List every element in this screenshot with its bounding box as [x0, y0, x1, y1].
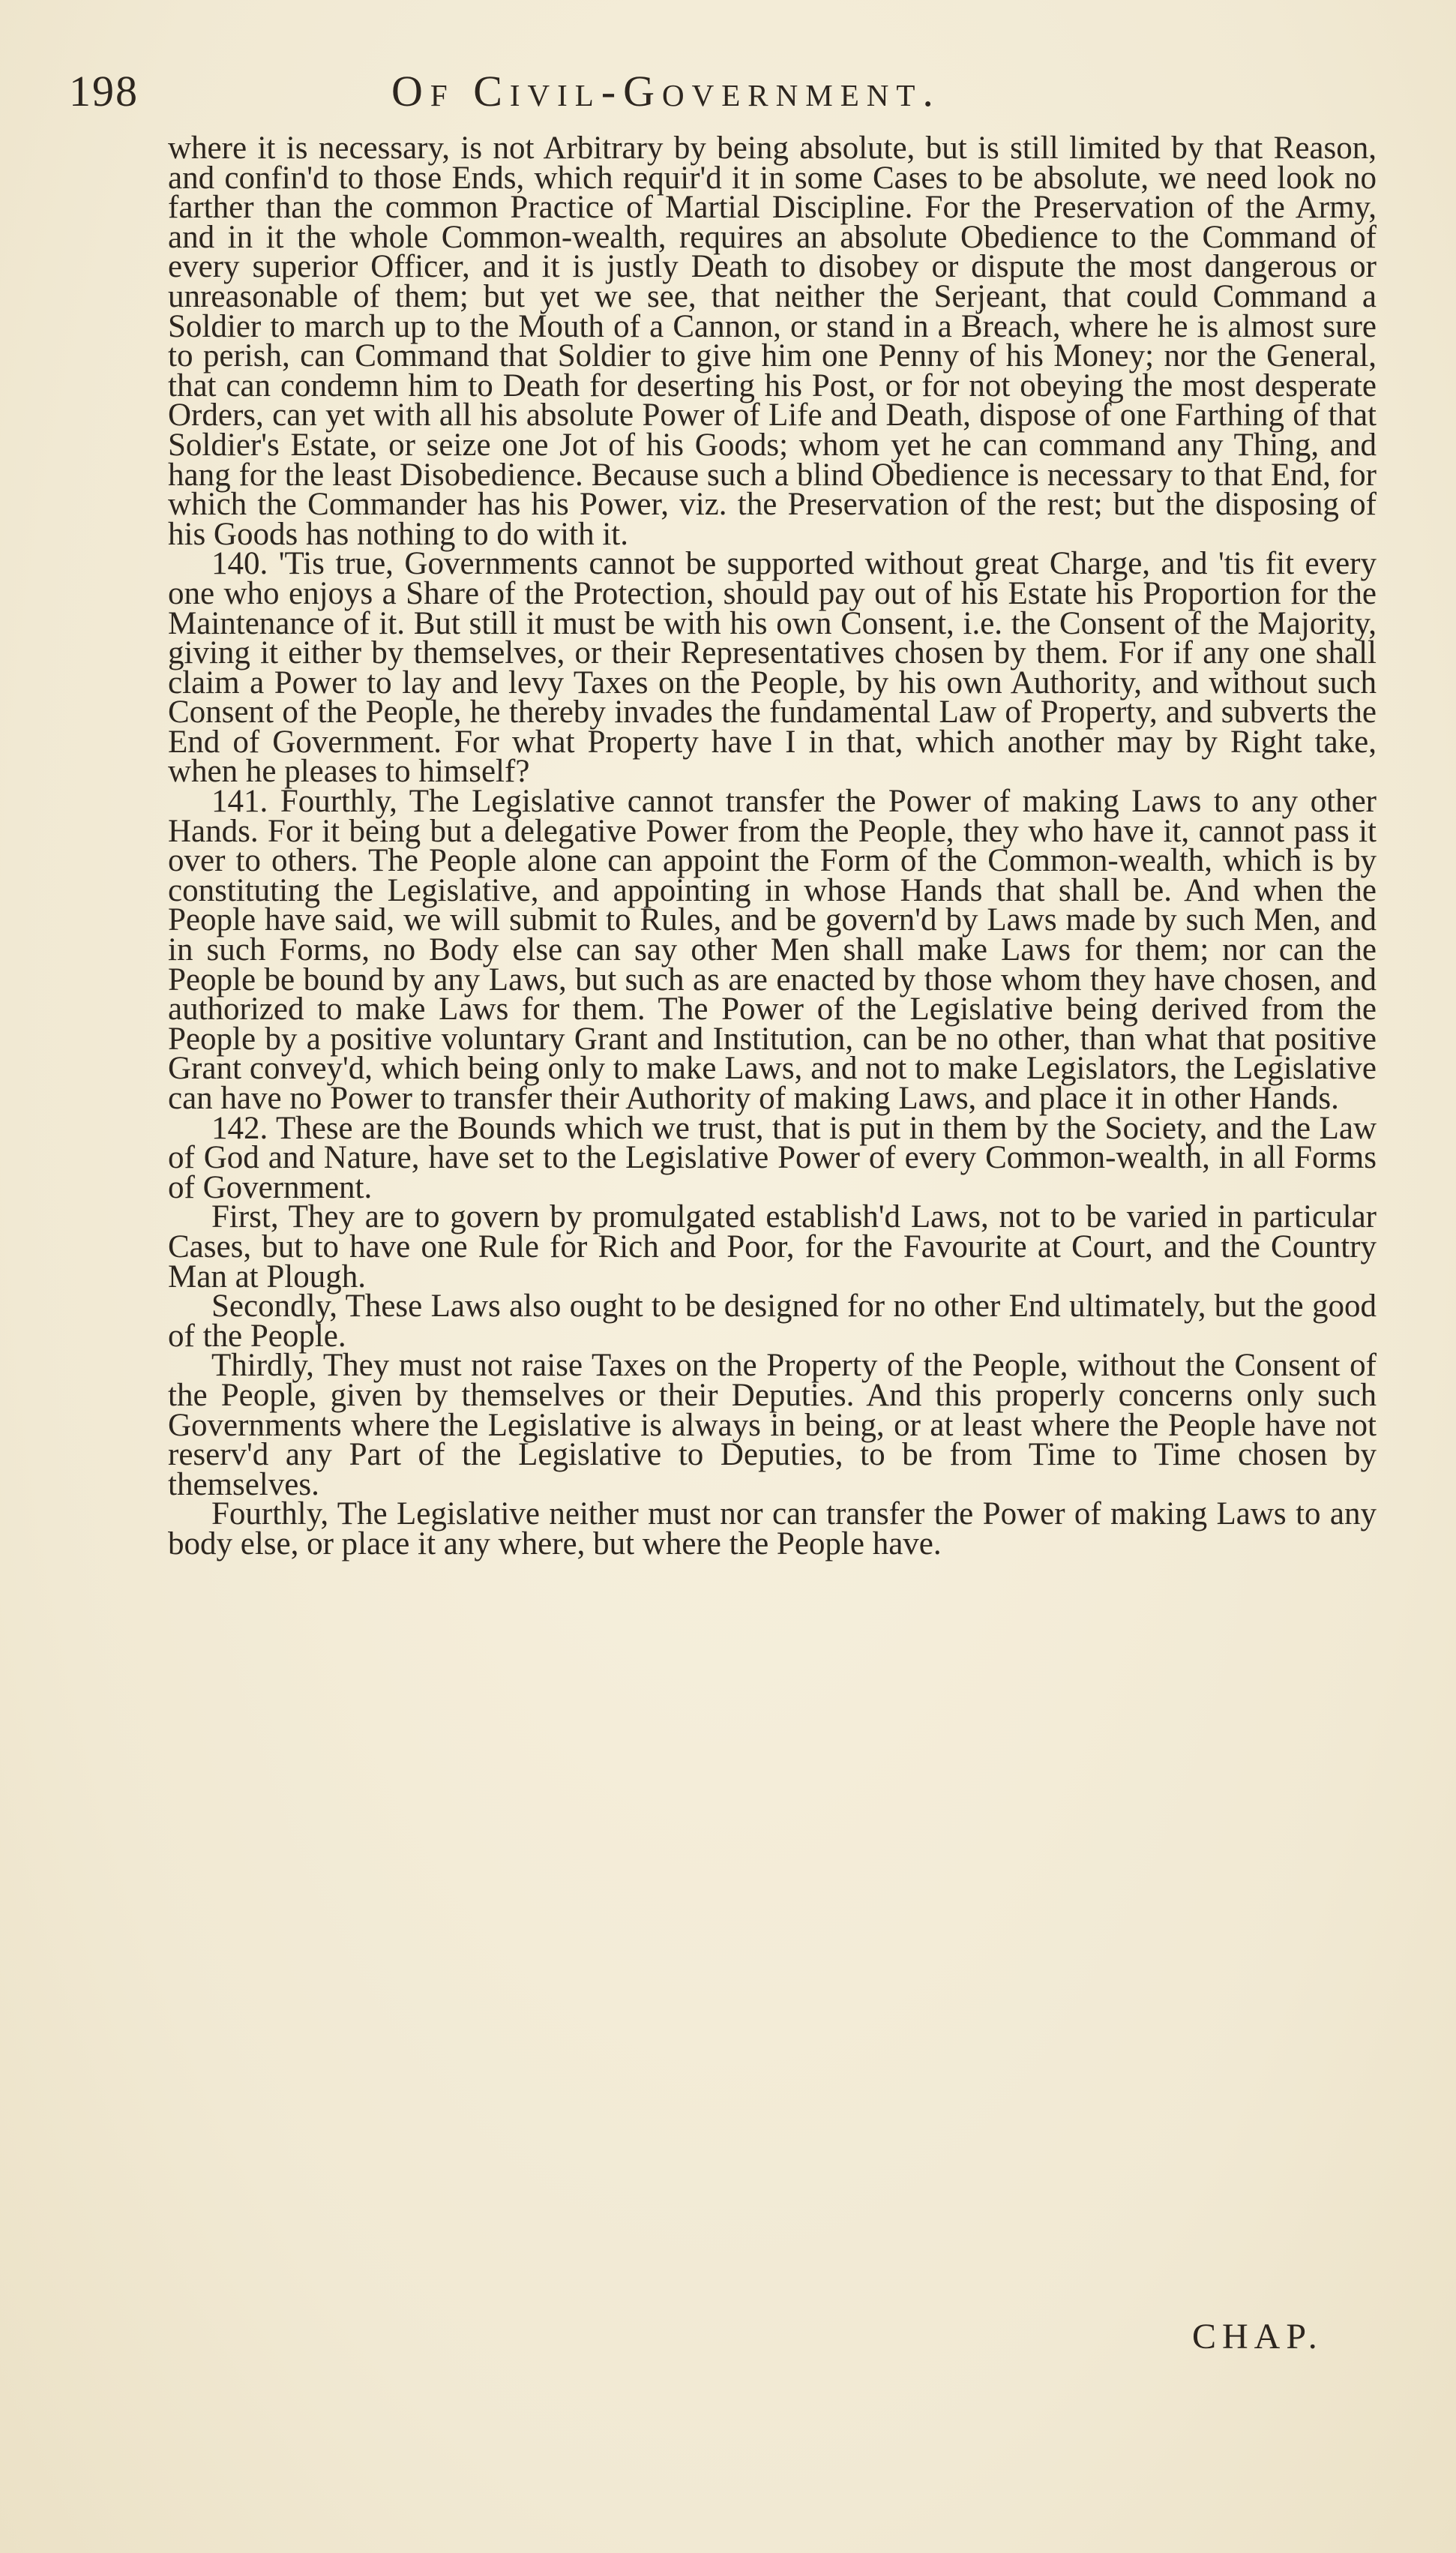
paragraph-fourthly: Fourthly, The Legislative neither must nor can transfer the Power of making Laws to any body else, or place it any where, but where the People have. — [168, 1496, 1377, 1562]
paragraph-continuation: where it is necessary, is not Arbitrary by being absolute, but is still limited by that Reason, and confin'd to those Ends, which requir'd it in some Cases to be absolute, we need look no farther than the common Practice of Martial Discipline. For the Preservation of the Army, and in it the whole Common-wealth, requires an absolute Obedience to the Command of every superior Officer, and it is justly Death to disobey or dispute the most dangerous or unreasonable of them; but yet we see, that neither the Serjeant, that could Command a Soldier to march up to the Mouth of a Cannon, or stand in a Breach, where he is almost sure to perish, can Command that Soldier to give him one Penny of his Money; nor the General, that can condemn him to Death for deserting his Post, or for not obeying the most desperate Orders, can yet with all his absolute Power of Life and Death, dispose of one Farthing of that Soldier's Estate, or seize one Jot of his Goods; whom yet he can command any Thing, and hang for the least Disobedience. Because such a blind Obedience is necessary to that End, for which the Commander has his Power, viz. the Preservation of the rest; but the disposing of his Goods has nothing to do with it. — [168, 130, 1377, 552]
paragraph-140: 140. 'Tis true, Governments cannot be supported without great Charge, and 'tis fit every one who enjoys a Share of the Protection, should pay out of his Estate his Proportion for the Maintenance of it. But still it must be with his own Consent, i.e. the Consent of the Majority, giving it either by themselves, or their Representatives chosen by them. For if any one shall claim a Power to lay and levy Taxes on the People, by his own Authority, and without such Consent of the People, he thereby invades the fundamental Law of Property, and subverts the End of Government. For what Property have I in that, which another may by Right take, when he pleases to himself? — [168, 546, 1377, 790]
paragraph-secondly: Secondly, These Laws also ought to be designed for no other End ultimately, but the good of the People. — [168, 1288, 1377, 1354]
paragraph-first: First, They are to govern by promulgated establish'd Laws, not to be varied in particular Cases, but to have one Rule for Rich and Poor, for the Favourite at Court, and the Country Man at Plough. — [168, 1199, 1377, 1294]
paragraph-141: 141. Fourthly, The Legislative cannot transfer the Power of making Laws to any other Hands. For it being but a delegative Power from the People, they who have it, cannot pass it over to others. The People alone can appoint the Form of the Common-wealth, which is by constituting the Legislative, and appointing in whose Hands that shall be. And when the People have said, we will submit to Rules, and be govern'd by Laws made by such Men, and in such Forms, no Body else can say other Men shall make Laws for them; nor can the People be bound by any Laws, but such as are enacted by those whom they have chosen, and authorized to make Laws for them. The Power of the Legislative being derived from the People by a positive voluntary Grant and Institution, can be no other, than what that positive Grant convey'd, which being only to make Laws, and not to make Legislators, the Legislative can have no Power to transfer their Authority of making Laws, and place it in other Hands. — [168, 784, 1377, 1116]
body-text — [168, 130, 1377, 1562]
page-number: 198 — [69, 67, 139, 116]
paragraph-142: 142. These are the Bounds which we trust, that is put in them by the Society, and the Law of God and Nature, have set to the Legislative Power of every Common-wealth, in all Forms of Government. — [168, 1110, 1377, 1205]
page-header — [69, 66, 1389, 134]
running-head: Of Civil-Government. — [391, 67, 941, 116]
paragraph-thirdly: Thirdly, They must not raise Taxes on the Property of the People, without the Consent of the People, given by themselves or their Deputies. And this properly concerns only such Governments where the Legislative is always in being, or at least where the People have not reserv'd any Part of the Legislative to Deputies, to be from Time to Time chosen by themselves. — [168, 1348, 1377, 1502]
catchword: CHAP. — [1192, 2317, 1323, 2356]
